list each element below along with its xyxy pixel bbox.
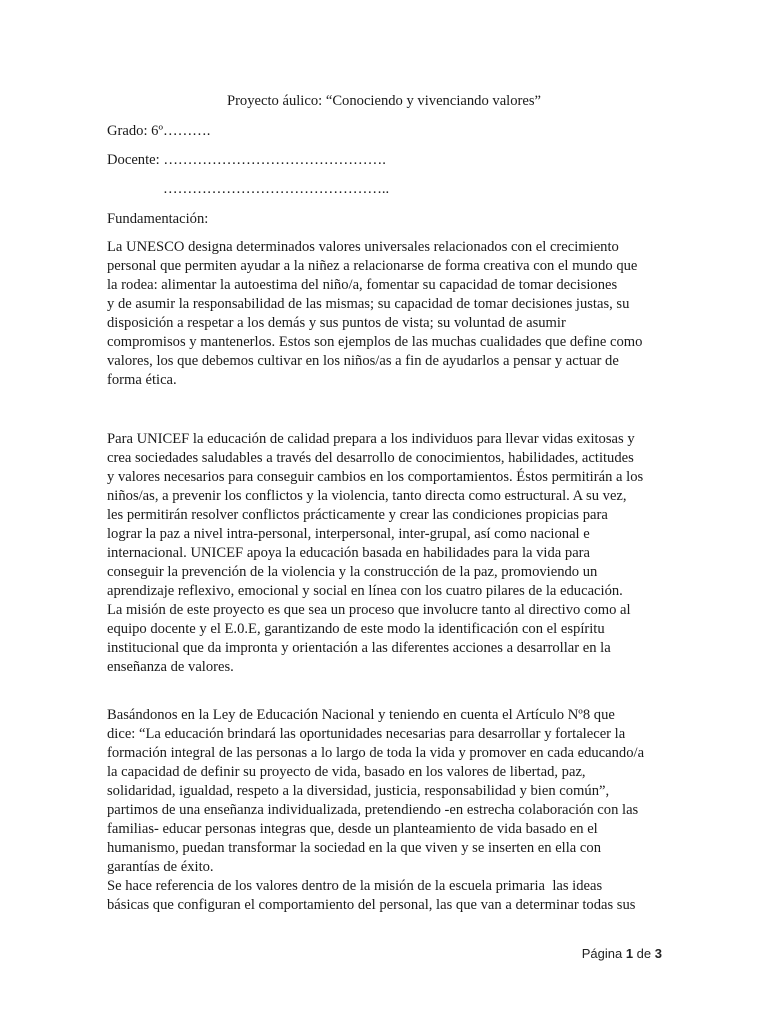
document-title: Proyecto áulico: “Conociendo y vivenciando valores”	[226, 93, 542, 109]
paragraph-ley-educacion	[107, 706, 659, 915]
paragraph-line: les permitirán resolver conflictos prácticamente y crear las condiciones propicias para	[107, 507, 608, 523]
section-heading: Fundamentación:	[107, 211, 209, 227]
paragraph-line: La misión de este proyecto es que sea un proceso que involucre tanto al directivo como al	[107, 602, 631, 618]
paragraph-line: la rodea: alimentar la autoestima del niño/a, fomentar su capacidad de tomar decisiones	[107, 277, 618, 293]
paragraph-line: básicas que configuran el comportamiento del personal, las que van a determinar todas sus	[107, 897, 636, 913]
paragraph-unesco	[107, 238, 659, 390]
page-label: Página	[581, 946, 623, 961]
paragraph-line: formación integral de las personas a lo largo de toda la vida y promover en cada educando/a	[107, 745, 645, 761]
paragraph-line: crea sociedades saludables a través del desarrollo de conocimientos, habilidades, actitudes	[107, 450, 634, 466]
paragraph-line: solidaridad, igualdad, respeto a la diversidad, justicia, responsabilidad y bien común”,	[107, 783, 610, 799]
paragraph-line: valores, los que debemos cultivar en los niños/as a fin de ayudarlos a pensar y actuar de	[107, 353, 619, 369]
paragraph-line: disposición a respetar a los demás y sus puntos de vista; su voluntad de asumir	[107, 315, 566, 331]
docente-line: Docente: ……………………………………….	[107, 152, 386, 168]
page-separator: de	[636, 946, 652, 961]
paragraph-line: la capacidad de definir su proyecto de vida, basado en los valores de libertad, paz,	[107, 764, 586, 780]
paragraph-line: equipo docente y el E.0.E, garantizando de este modo la identificación con el espíritu	[107, 621, 605, 637]
paragraph-line: Basándonos en la Ley de Educación Nacional y teniendo en cuenta el Artículo Nº8 que	[107, 707, 615, 723]
paragraph-line: forma ética.	[107, 372, 177, 388]
paragraph-line: compromisos y mantenerlos. Estos son ejemplos de las muchas cualidades que define como	[107, 334, 643, 350]
paragraph-line: Se hace referencia de los valores dentro de la misión de la escuela primaria las ideas	[107, 878, 603, 894]
grado-line: Grado: 6º……….	[107, 123, 211, 139]
paragraph-line: personal que permiten ayudar a la niñez a relacionarse de forma creativa con el mundo que	[107, 258, 638, 274]
paragraph-line: partimos de una enseñanza individualizada, pretendiendo -en estrecha colaboración con las	[107, 802, 639, 818]
paragraph-line: conseguir la prevención de la violencia y la construcción de la paz, promoviendo un	[107, 564, 598, 580]
paragraph-line: familias- educar personas integras que, desde un planteamiento de vida basado en el	[107, 821, 598, 837]
paragraph-line: La UNESCO designa determinados valores universales relacionados con el crecimiento	[107, 239, 619, 255]
paragraph-line: niños/as, a prevenir los conflictos y la violencia, tanto directa como estructural. A su vez,	[107, 488, 627, 504]
paragraph-line: dice: “La educación brindará las oportunidades necesarias para desarrollar y fortalecer la	[107, 726, 626, 742]
paragraph-line: institucional que da impronta y orientación a las diferentes acciones a desarrollar en la	[107, 640, 611, 656]
paragraph-line: humanismo, puedan transformar la sociedad en la que viven y se inserten en ella con	[107, 840, 601, 856]
page-total: 3	[654, 946, 662, 961]
page-current: 1	[625, 946, 634, 961]
docente-continuation-line: ………………………………………..	[163, 181, 390, 197]
paragraph-line: internacional. UNICEF apoya la educación basada en habilidades para la vida para	[107, 545, 591, 561]
paragraph-line: y de asumir la responsabilidad de las mismas; su capacidad de tomar decisiones justas, su	[107, 296, 630, 312]
paragraph-unicef	[107, 430, 659, 677]
paragraph-line: y valores necesarios para conseguir cambios en los comportamientos. Éstos permitirán a los	[107, 469, 644, 485]
paragraph-line: lograr la paz a nivel intra-personal, interpersonal, inter-grupal, así como nacional e	[107, 526, 590, 542]
page-number-footer	[582, 944, 662, 963]
paragraph-line: aprendizaje reflexivo, emocional y social en línea con los cuatro pilares de la educación.	[107, 583, 623, 599]
paragraph-line: enseñanza de valores.	[107, 659, 234, 675]
paragraph-line: Para UNICEF la educación de calidad prepara a los individuos para llevar vidas exitosas y	[107, 431, 635, 447]
paragraph-line: garantías de éxito.	[107, 859, 214, 875]
